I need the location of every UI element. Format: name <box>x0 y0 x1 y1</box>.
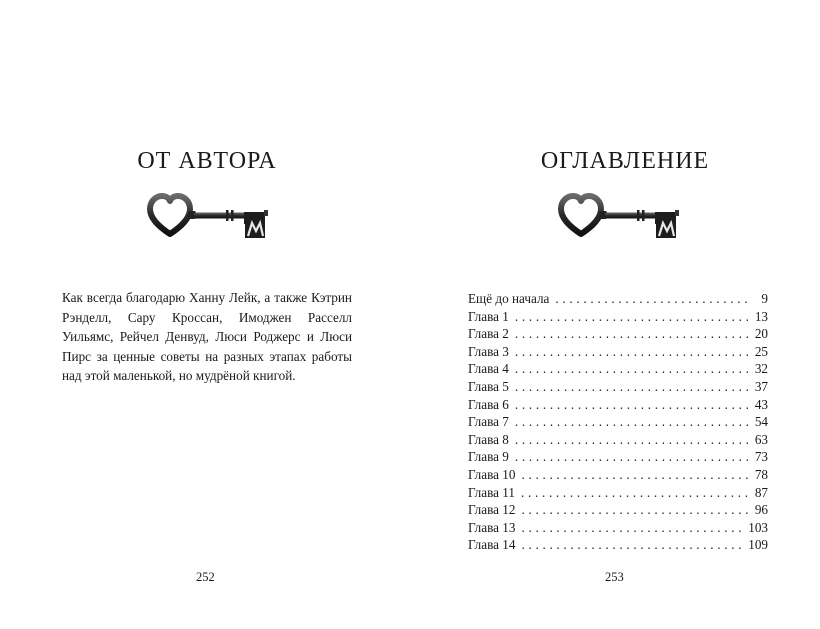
table-of-contents <box>468 290 768 554</box>
toc-entry[interactable] <box>468 431 768 449</box>
page-number: 252 <box>196 570 215 584</box>
toc-entry-label: Глава 4 <box>468 361 509 377</box>
toc-leader-dots <box>515 396 748 414</box>
toc-leader-dots <box>515 343 748 361</box>
toc-entry-page: 87 <box>754 484 768 500</box>
toc-entry-page: 20 <box>754 326 768 342</box>
toc-entry[interactable] <box>468 308 768 326</box>
heart-key-icon <box>144 190 272 246</box>
toc-entry-label: Глава 13 <box>468 519 516 535</box>
toc-entry-page: 73 <box>754 449 768 465</box>
toc-entry[interactable] <box>468 325 768 343</box>
toc-entry[interactable] <box>468 501 768 519</box>
toc-entry-page: 63 <box>754 431 768 447</box>
toc-entry-page: 37 <box>754 378 768 394</box>
toc-entry-page: 54 <box>754 414 768 430</box>
toc-entry-label: Глава 3 <box>468 343 509 359</box>
toc-entry[interactable] <box>468 519 768 537</box>
toc-entry-label: Глава 5 <box>468 378 509 394</box>
heart-key-icon <box>555 190 683 246</box>
toc-entry[interactable] <box>468 378 768 396</box>
toc-leader-dots <box>515 360 748 378</box>
toc-entry-label: Глава 1 <box>468 308 509 324</box>
toc-leader-dots <box>555 290 748 308</box>
toc-entry-label: Глава 12 <box>468 502 516 518</box>
toc-entry-label: Глава 14 <box>468 537 516 553</box>
toc-leader-dots <box>521 466 748 484</box>
toc-entry[interactable] <box>468 360 768 378</box>
toc-entry[interactable] <box>468 290 768 308</box>
toc-entry-label: Глава 10 <box>468 466 516 482</box>
toc-leader-dots <box>521 501 748 519</box>
toc-leader-dots <box>515 413 748 431</box>
toc-entry-page: 13 <box>754 308 768 324</box>
toc-entry[interactable] <box>468 448 768 466</box>
toc-leader-dots <box>515 378 748 396</box>
toc-entry-label: Глава 8 <box>468 431 509 447</box>
toc-leader-dots <box>521 536 742 554</box>
toc-entry[interactable] <box>468 396 768 414</box>
toc-entry-page: 78 <box>754 466 768 482</box>
toc-leader-dots <box>515 431 748 449</box>
toc-entry-label: Глава 2 <box>468 326 509 342</box>
toc-entry[interactable] <box>468 536 768 554</box>
toc-leader-dots <box>521 484 748 502</box>
toc-entry-page: 109 <box>748 537 768 553</box>
toc-entry-page: 103 <box>748 519 768 535</box>
toc-entry-label: Глава 11 <box>468 484 515 500</box>
page-title: ОТ АВТОРА <box>137 148 277 174</box>
toc-entry-page: 96 <box>754 502 768 518</box>
toc-entry-page: 43 <box>754 396 768 412</box>
toc-entry-label: Глава 7 <box>468 414 509 430</box>
acknowledgements-text: Как всегда благодарю Ханну Лейк, а также Кэтрин Рэнделл, Сару Кроссан, Имоджен Расселл Уильямс, Рейчел Денвуд, Люси Роджерс и Люси Пирс за ценные советы на разных этапах работы над этой маленькой, но мудрёной книгой. <box>62 290 352 384</box>
toc-entry[interactable] <box>468 466 768 484</box>
toc-entry-label: Глава 6 <box>468 396 509 412</box>
right-page <box>410 0 820 629</box>
toc-leader-dots <box>515 325 748 343</box>
toc-leader-dots <box>515 448 748 466</box>
toc-entry-page: 25 <box>754 343 768 359</box>
toc-entry-label: Ещё до начала <box>468 291 550 306</box>
toc-entry-page: 9 <box>761 291 768 306</box>
toc-leader-dots <box>515 308 748 326</box>
toc-entry[interactable] <box>468 484 768 502</box>
page-title: ОГЛАВЛЕНИЕ <box>540 148 710 174</box>
toc-leader-dots <box>521 519 742 537</box>
toc-entry-label: Глава 9 <box>468 449 509 465</box>
toc-entry[interactable] <box>468 343 768 361</box>
toc-entry-page: 32 <box>754 361 768 377</box>
page-number: 253 <box>605 570 624 584</box>
toc-entry[interactable] <box>468 413 768 431</box>
